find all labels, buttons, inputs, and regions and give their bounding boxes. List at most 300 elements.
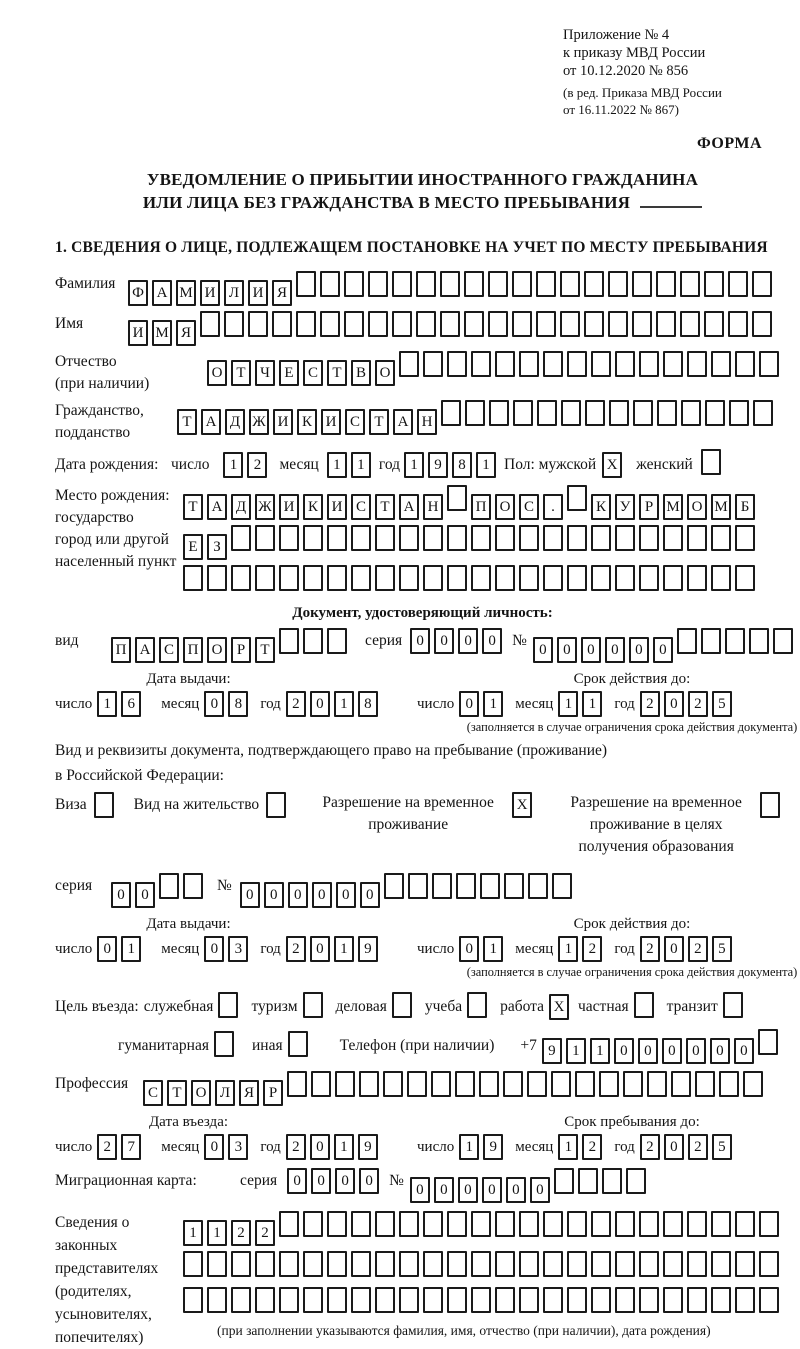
char-cell[interactable]: [423, 1251, 443, 1277]
char-cell[interactable]: [663, 1251, 683, 1277]
char-cell[interactable]: Л: [215, 1080, 235, 1106]
char-cell[interactable]: [735, 525, 755, 551]
char-cell[interactable]: А: [207, 494, 227, 520]
char-cell[interactable]: Ж: [255, 494, 275, 520]
char-cell[interactable]: [441, 400, 461, 426]
char-cell[interactable]: [680, 271, 700, 297]
char-cell[interactable]: [503, 1071, 523, 1097]
char-cell[interactable]: [728, 311, 748, 337]
char-cell[interactable]: [609, 400, 629, 426]
char-cell[interactable]: [440, 311, 460, 337]
char-cell[interactable]: [327, 1211, 347, 1237]
char-cell[interactable]: 0: [410, 1177, 430, 1203]
char-cell[interactable]: [735, 1251, 755, 1277]
char-cell[interactable]: 0: [533, 637, 553, 663]
char-cell[interactable]: П: [183, 637, 203, 663]
char-cell[interactable]: И: [200, 280, 220, 306]
char-cell[interactable]: 1: [558, 1134, 578, 1160]
char-cell[interactable]: [552, 873, 572, 899]
char-cell[interactable]: [464, 271, 484, 297]
char-cell[interactable]: [447, 1251, 467, 1277]
residence-expiry-day-cells[interactable]: [459, 936, 507, 962]
char-cell[interactable]: [303, 628, 323, 654]
char-cell[interactable]: 3: [228, 936, 248, 962]
char-cell[interactable]: 2: [286, 691, 306, 717]
char-cell[interactable]: М: [663, 494, 683, 520]
char-cell[interactable]: [279, 565, 299, 591]
char-cell[interactable]: [423, 1287, 443, 1313]
char-cell[interactable]: А: [399, 494, 419, 520]
char-cell[interactable]: [711, 525, 731, 551]
char-cell[interactable]: 2: [640, 936, 660, 962]
char-cell[interactable]: Р: [639, 494, 659, 520]
migration-number-cells[interactable]: [410, 1168, 650, 1203]
char-cell[interactable]: [467, 992, 487, 1018]
char-cell[interactable]: [464, 311, 484, 337]
char-cell[interactable]: 0: [264, 882, 284, 908]
char-cell[interactable]: А: [135, 637, 155, 663]
char-cell[interactable]: [207, 565, 227, 591]
char-cell[interactable]: 2: [688, 936, 708, 962]
char-cell[interactable]: 1: [207, 1220, 227, 1246]
char-cell[interactable]: [479, 1071, 499, 1097]
char-cell[interactable]: [303, 565, 323, 591]
char-cell[interactable]: [375, 1211, 395, 1237]
char-cell[interactable]: [519, 351, 539, 377]
char-cell[interactable]: [456, 873, 476, 899]
purpose-other-checkbox[interactable]: [288, 1031, 312, 1062]
char-cell[interactable]: 0: [662, 1038, 682, 1064]
char-cell[interactable]: [399, 1251, 419, 1277]
char-cell[interactable]: 1: [97, 691, 117, 717]
char-cell[interactable]: [634, 992, 654, 1018]
char-cell[interactable]: [681, 400, 701, 426]
char-cell[interactable]: [615, 565, 635, 591]
char-cell[interactable]: [615, 1251, 635, 1277]
char-cell[interactable]: 1: [351, 452, 371, 478]
rep-cells-row1[interactable]: [183, 1211, 783, 1246]
char-cell[interactable]: 1: [483, 936, 503, 962]
char-cell[interactable]: [447, 485, 467, 511]
char-cell[interactable]: 0: [311, 1168, 331, 1194]
char-cell[interactable]: [207, 1251, 227, 1277]
char-cell[interactable]: [519, 1287, 539, 1313]
char-cell[interactable]: [543, 1251, 563, 1277]
char-cell[interactable]: 0: [458, 628, 478, 654]
birth-day-cells[interactable]: [223, 452, 271, 478]
char-cell[interactable]: 3: [228, 1134, 248, 1160]
char-cell[interactable]: К: [591, 494, 611, 520]
char-cell[interactable]: [735, 1287, 755, 1313]
char-cell[interactable]: И: [327, 494, 347, 520]
char-cell[interactable]: 0: [410, 628, 430, 654]
char-cell[interactable]: [288, 1031, 308, 1057]
char-cell[interactable]: [327, 565, 347, 591]
char-cell[interactable]: [567, 485, 587, 511]
char-cell[interactable]: [591, 351, 611, 377]
char-cell[interactable]: 9: [428, 452, 448, 478]
residence-permit-checkbox[interactable]: [266, 792, 290, 823]
char-cell[interactable]: [758, 1029, 778, 1055]
issue-month-cells[interactable]: [204, 691, 252, 717]
char-cell[interactable]: [320, 271, 340, 297]
migration-series-cells[interactable]: [287, 1168, 383, 1194]
char-cell[interactable]: 0: [710, 1038, 730, 1064]
char-cell[interactable]: [633, 400, 653, 426]
purpose-transit-checkbox[interactable]: [723, 992, 747, 1023]
char-cell[interactable]: 0: [288, 882, 308, 908]
char-cell[interactable]: [615, 1211, 635, 1237]
stay-day-cells[interactable]: [459, 1134, 507, 1160]
purpose-official-checkbox[interactable]: [218, 992, 242, 1023]
char-cell[interactable]: 0: [664, 936, 684, 962]
char-cell[interactable]: [599, 1071, 619, 1097]
char-cell[interactable]: [335, 1071, 355, 1097]
citizenship-cells[interactable]: [177, 400, 777, 435]
char-cell[interactable]: [471, 1211, 491, 1237]
char-cell[interactable]: 2: [255, 1220, 275, 1246]
char-cell[interactable]: [752, 271, 772, 297]
char-cell[interactable]: [687, 1287, 707, 1313]
doc-number-cells[interactable]: [533, 628, 797, 663]
char-cell[interactable]: 9: [358, 1134, 378, 1160]
char-cell[interactable]: М: [176, 280, 196, 306]
char-cell[interactable]: [656, 311, 676, 337]
char-cell[interactable]: [447, 565, 467, 591]
char-cell[interactable]: [384, 873, 404, 899]
char-cell[interactable]: К: [297, 409, 317, 435]
char-cell[interactable]: [543, 351, 563, 377]
char-cell[interactable]: [639, 1287, 659, 1313]
char-cell[interactable]: 0: [664, 1134, 684, 1160]
char-cell[interactable]: 0: [204, 936, 224, 962]
char-cell[interactable]: 0: [312, 882, 332, 908]
char-cell[interactable]: З: [207, 534, 227, 560]
char-cell[interactable]: [431, 1071, 451, 1097]
char-cell[interactable]: [567, 1287, 587, 1313]
char-cell[interactable]: 7: [121, 1134, 141, 1160]
char-cell[interactable]: [375, 1251, 395, 1277]
char-cell[interactable]: 0: [506, 1177, 526, 1203]
char-cell[interactable]: 0: [287, 1168, 307, 1194]
char-cell[interactable]: Б: [735, 494, 755, 520]
char-cell[interactable]: 2: [640, 691, 660, 717]
char-cell[interactable]: 0: [686, 1038, 706, 1064]
birthplace-cells-row3[interactable]: [183, 565, 759, 596]
char-cell[interactable]: [399, 1211, 419, 1237]
char-cell[interactable]: [399, 565, 419, 591]
char-cell[interactable]: 0: [434, 628, 454, 654]
char-cell[interactable]: [440, 271, 460, 297]
expiry-month-cells[interactable]: [558, 691, 606, 717]
purpose-tourism-checkbox[interactable]: [303, 992, 327, 1023]
entry-day-cells[interactable]: [97, 1134, 145, 1160]
char-cell[interactable]: 1: [334, 1134, 354, 1160]
char-cell[interactable]: Т: [375, 494, 395, 520]
char-cell[interactable]: 0: [135, 882, 155, 908]
char-cell[interactable]: [735, 351, 755, 377]
patronymic-cells[interactable]: [207, 351, 783, 386]
birthplace-cells-row1[interactable]: [183, 485, 759, 520]
char-cell[interactable]: 0: [310, 936, 330, 962]
char-cell[interactable]: [711, 1287, 731, 1313]
char-cell[interactable]: [303, 1287, 323, 1313]
char-cell[interactable]: Т: [183, 494, 203, 520]
char-cell[interactable]: 0: [204, 1134, 224, 1160]
char-cell[interactable]: [231, 1251, 251, 1277]
char-cell[interactable]: [711, 1211, 731, 1237]
char-cell[interactable]: [759, 1211, 779, 1237]
char-cell[interactable]: В: [351, 360, 371, 386]
char-cell[interactable]: [495, 565, 515, 591]
char-cell[interactable]: [656, 271, 676, 297]
char-cell[interactable]: 1: [483, 691, 503, 717]
char-cell[interactable]: [248, 311, 268, 337]
char-cell[interactable]: 0: [629, 637, 649, 663]
char-cell[interactable]: [575, 1071, 595, 1097]
char-cell[interactable]: [423, 525, 443, 551]
residence-number-cells[interactable]: [240, 873, 576, 908]
char-cell[interactable]: [489, 400, 509, 426]
char-cell[interactable]: 9: [542, 1038, 562, 1064]
char-cell[interactable]: 2: [247, 452, 267, 478]
char-cell[interactable]: [423, 1211, 443, 1237]
char-cell[interactable]: 0: [530, 1177, 550, 1203]
char-cell[interactable]: [407, 1071, 427, 1097]
char-cell[interactable]: [578, 1168, 598, 1194]
char-cell[interactable]: [615, 351, 635, 377]
char-cell[interactable]: 0: [111, 882, 131, 908]
char-cell[interactable]: Т: [177, 409, 197, 435]
char-cell[interactable]: [711, 1251, 731, 1277]
char-cell[interactable]: [303, 1211, 323, 1237]
purpose-private-checkbox[interactable]: [634, 992, 658, 1023]
residence-series-cells[interactable]: [111, 873, 207, 908]
char-cell[interactable]: [359, 1071, 379, 1097]
char-cell[interactable]: [704, 311, 724, 337]
char-cell[interactable]: [224, 311, 244, 337]
char-cell[interactable]: Ж: [249, 409, 269, 435]
char-cell[interactable]: 1: [327, 452, 347, 478]
char-cell[interactable]: 1: [566, 1038, 586, 1064]
char-cell[interactable]: [327, 525, 347, 551]
char-cell[interactable]: 8: [452, 452, 472, 478]
stay-month-cells[interactable]: [558, 1134, 606, 1160]
char-cell[interactable]: 1: [459, 1134, 479, 1160]
char-cell[interactable]: [495, 1251, 515, 1277]
char-cell[interactable]: [375, 1287, 395, 1313]
char-cell[interactable]: Я: [272, 280, 292, 306]
char-cell[interactable]: 8: [228, 691, 248, 717]
char-cell[interactable]: [368, 311, 388, 337]
char-cell[interactable]: [663, 1287, 683, 1313]
char-cell[interactable]: П: [471, 494, 491, 520]
char-cell[interactable]: [375, 525, 395, 551]
char-cell[interactable]: К: [303, 494, 323, 520]
char-cell[interactable]: [536, 311, 556, 337]
char-cell[interactable]: 0: [458, 1177, 478, 1203]
char-cell[interactable]: И: [321, 409, 341, 435]
char-cell[interactable]: [663, 351, 683, 377]
char-cell[interactable]: 0: [360, 882, 380, 908]
char-cell[interactable]: [663, 525, 683, 551]
char-cell[interactable]: [279, 525, 299, 551]
char-cell[interactable]: [543, 1211, 563, 1237]
char-cell[interactable]: [760, 792, 780, 818]
char-cell[interactable]: 0: [734, 1038, 754, 1064]
temp-residence-education-checkbox[interactable]: [760, 792, 784, 823]
char-cell[interactable]: 0: [204, 691, 224, 717]
char-cell[interactable]: 1: [590, 1038, 610, 1064]
char-cell[interactable]: [327, 1287, 347, 1313]
char-cell[interactable]: [695, 1071, 715, 1097]
char-cell[interactable]: [657, 400, 677, 426]
char-cell[interactable]: [327, 1251, 347, 1277]
char-cell[interactable]: [615, 525, 635, 551]
char-cell[interactable]: [723, 992, 743, 1018]
char-cell[interactable]: [512, 311, 532, 337]
char-cell[interactable]: С: [143, 1080, 163, 1106]
char-cell[interactable]: С: [303, 360, 323, 386]
char-cell[interactable]: [94, 792, 114, 818]
char-cell[interactable]: 2: [97, 1134, 117, 1160]
sex-male-checkbox[interactable]: [602, 452, 626, 478]
char-cell[interactable]: [488, 311, 508, 337]
char-cell[interactable]: .: [543, 494, 563, 520]
char-cell[interactable]: П: [111, 637, 131, 663]
char-cell[interactable]: [759, 1251, 779, 1277]
char-cell[interactable]: [218, 992, 238, 1018]
char-cell[interactable]: О: [687, 494, 707, 520]
doc-series-cells[interactable]: [410, 628, 506, 654]
char-cell[interactable]: С: [159, 637, 179, 663]
char-cell[interactable]: 1: [334, 936, 354, 962]
char-cell[interactable]: [752, 311, 772, 337]
char-cell[interactable]: [495, 1287, 515, 1313]
char-cell[interactable]: [602, 1168, 622, 1194]
char-cell[interactable]: 0: [97, 936, 117, 962]
char-cell[interactable]: [311, 1071, 331, 1097]
char-cell[interactable]: 1: [476, 452, 496, 478]
char-cell[interactable]: 5: [712, 1134, 732, 1160]
char-cell[interactable]: [408, 873, 428, 899]
char-cell[interactable]: Е: [183, 534, 203, 560]
char-cell[interactable]: 0: [557, 637, 577, 663]
char-cell[interactable]: 0: [310, 1134, 330, 1160]
char-cell[interactable]: И: [128, 320, 148, 346]
char-cell[interactable]: [207, 1287, 227, 1313]
char-cell[interactable]: [447, 1211, 467, 1237]
char-cell[interactable]: [687, 1211, 707, 1237]
char-cell[interactable]: [255, 1251, 275, 1277]
char-cell[interactable]: [759, 351, 779, 377]
char-cell[interactable]: Д: [231, 494, 251, 520]
char-cell[interactable]: [183, 1287, 203, 1313]
char-cell[interactable]: Т: [255, 637, 275, 663]
expiry-year-cells[interactable]: [640, 691, 736, 717]
char-cell[interactable]: [392, 271, 412, 297]
char-cell[interactable]: 2: [688, 1134, 708, 1160]
char-cell[interactable]: [719, 1071, 739, 1097]
residence-expiry-year-cells[interactable]: [640, 936, 736, 962]
char-cell[interactable]: Д: [225, 409, 245, 435]
char-cell[interactable]: 2: [640, 1134, 660, 1160]
char-cell[interactable]: А: [393, 409, 413, 435]
char-cell[interactable]: [519, 565, 539, 591]
char-cell[interactable]: [375, 565, 395, 591]
purpose-humanitarian-checkbox[interactable]: [214, 1031, 238, 1062]
char-cell[interactable]: [279, 1287, 299, 1313]
char-cell[interactable]: [368, 271, 388, 297]
char-cell[interactable]: О: [207, 637, 227, 663]
char-cell[interactable]: [183, 1251, 203, 1277]
char-cell[interactable]: [753, 400, 773, 426]
char-cell[interactable]: [214, 1031, 234, 1057]
residence-issue-day-cells[interactable]: [97, 936, 145, 962]
char-cell[interactable]: [296, 271, 316, 297]
char-cell[interactable]: [480, 873, 500, 899]
char-cell[interactable]: [623, 1071, 643, 1097]
char-cell[interactable]: [423, 565, 443, 591]
char-cell[interactable]: 0: [434, 1177, 454, 1203]
purpose-work-checkbox[interactable]: [549, 994, 573, 1020]
birthplace-cells-row2[interactable]: [183, 525, 759, 560]
char-cell[interactable]: [447, 1287, 467, 1313]
char-cell[interactable]: Т: [327, 360, 347, 386]
char-cell[interactable]: [488, 271, 508, 297]
char-cell[interactable]: И: [273, 409, 293, 435]
char-cell[interactable]: [272, 311, 292, 337]
doc-kind-cells[interactable]: [111, 628, 351, 663]
char-cell[interactable]: [704, 271, 724, 297]
char-cell[interactable]: [711, 565, 731, 591]
char-cell[interactable]: [632, 271, 652, 297]
char-cell[interactable]: [591, 565, 611, 591]
char-cell[interactable]: [687, 351, 707, 377]
char-cell[interactable]: X: [549, 994, 569, 1020]
char-cell[interactable]: 2: [231, 1220, 251, 1246]
char-cell[interactable]: [471, 1251, 491, 1277]
char-cell[interactable]: [632, 311, 652, 337]
birth-month-cells[interactable]: [327, 452, 375, 478]
char-cell[interactable]: 1: [121, 936, 141, 962]
char-cell[interactable]: [279, 1211, 299, 1237]
residence-expiry-month-cells[interactable]: [558, 936, 606, 962]
char-cell[interactable]: X: [602, 452, 622, 478]
char-cell[interactable]: [495, 1211, 515, 1237]
expiry-day-cells[interactable]: [459, 691, 507, 717]
char-cell[interactable]: [455, 1071, 475, 1097]
char-cell[interactable]: [519, 1251, 539, 1277]
char-cell[interactable]: [159, 873, 179, 899]
char-cell[interactable]: [383, 1071, 403, 1097]
char-cell[interactable]: [647, 1071, 667, 1097]
entry-year-cells[interactable]: [286, 1134, 382, 1160]
char-cell[interactable]: [344, 271, 364, 297]
char-cell[interactable]: Т: [231, 360, 251, 386]
rep-cells-row3[interactable]: [183, 1287, 783, 1318]
char-cell[interactable]: Л: [224, 280, 244, 306]
char-cell[interactable]: 5: [712, 691, 732, 717]
char-cell[interactable]: 0: [240, 882, 260, 908]
char-cell[interactable]: [567, 1211, 587, 1237]
char-cell[interactable]: [687, 565, 707, 591]
char-cell[interactable]: 1: [404, 452, 424, 478]
char-cell[interactable]: [543, 565, 563, 591]
char-cell[interactable]: О: [375, 360, 395, 386]
char-cell[interactable]: [626, 1168, 646, 1194]
char-cell[interactable]: 0: [482, 1177, 502, 1203]
